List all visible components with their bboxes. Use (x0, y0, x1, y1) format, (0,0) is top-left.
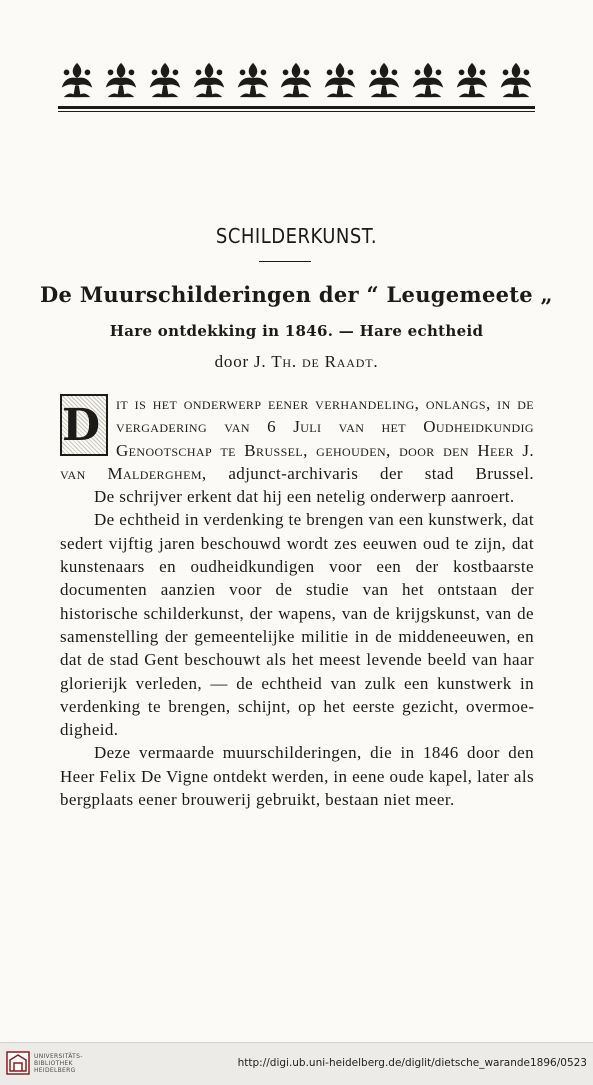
paragraph-4: Deze vermaarde muurschilderingen, die in 1846 door den Heer Felix De Vigne ontdekt werden, in eene oude kapel, later als bergplaats eener brouwerij gebruikt, bestaan niet meer. (60, 743, 534, 810)
fleuron-ornament-icon (409, 59, 447, 101)
logo-line-3: HEIDELBERG (34, 1066, 76, 1074)
logo-line-1: UNIVERSITÄTS- (34, 1052, 83, 1060)
fleuron-ornament-icon (277, 59, 315, 101)
fleuron-ornament-icon (497, 59, 535, 101)
paragraph-1 (60, 392, 534, 485)
fleuron-ornament-icon (365, 59, 403, 101)
byline (0, 352, 593, 372)
header-rule-thin (58, 111, 535, 112)
byline-name: Raadt. (324, 352, 379, 371)
paragraph-2: De schrijver erkent dat hij een netelig onderwerp aanroert. (94, 487, 515, 507)
footer-bar (0, 1042, 593, 1085)
library-seal-icon (6, 1051, 30, 1075)
section-divider (259, 261, 311, 262)
header-ornament-band (58, 58, 535, 102)
paragraph-3: De echtheid in verdenking te brengen van een kunstwerk, dat sedert vijftig jaren beschouwd wordt zes eeuwen oud te zijn, dat kunstenaars en oudheidkundigen voor een der kostbaarste documenten aanzien voor de studie van het ontstaan der historische schilderkunst, der wapens, van de krijgskunst, van de samenstelling der gemeentelijke militie in de middeneeuwen, en dat de stad Gent beschouwt als het meest levende beeld van haar glorierijk verleden, — de echtheid van zulk een kunstwerk in verdenking te brengen, schijnt, op het eerste gezicht, overmoedigheid. (60, 510, 534, 740)
author-name-malderghem: van Malderghem, (60, 463, 207, 483)
header-rule-thick (58, 106, 535, 109)
article-subtitle: Hare ontdekking in 1846. — Hare echtheid (109, 322, 484, 340)
fleuron-ornament-icon (453, 59, 491, 101)
article-title: De Muurschilderingen der “ Leugemeete „ (40, 282, 553, 307)
paragraph-1-tail: adjunct-archivaris der stad Brussel. (206, 463, 534, 483)
fleuron-ornament-icon (146, 59, 184, 101)
dropcap-initial (60, 394, 108, 456)
byline-prefix: door J. T (214, 352, 283, 371)
library-logo[interactable] (6, 1051, 83, 1075)
fleuron-ornament-icon (234, 59, 272, 101)
section-title: SCHILDERKUNST. (215, 224, 378, 248)
article-body (60, 392, 534, 811)
fleuron-ornament-icon (102, 59, 140, 101)
dropcap-letter: D (62, 400, 101, 451)
library-logo-text (34, 1053, 83, 1074)
fleuron-ornament-icon (58, 59, 96, 101)
paragraph-1-lead: it is het onderwerp eener verhandeling, onlangs, in de vergadering van 6 Juli van het Oudheidkundig Genootschap te Brussel, gehouden, door den Heer J. (116, 394, 534, 460)
logo-line-2: BIBLIOTHEK (34, 1059, 73, 1067)
byline-th: h. (282, 352, 297, 371)
byline-de: de (296, 352, 325, 371)
permalink-url[interactable]: http://digi.ub.uni-heidelberg.de/diglit/dietsche_warande1896/0523 (237, 1057, 587, 1069)
fleuron-ornament-icon (190, 59, 228, 101)
fleuron-ornament-icon (321, 59, 359, 101)
